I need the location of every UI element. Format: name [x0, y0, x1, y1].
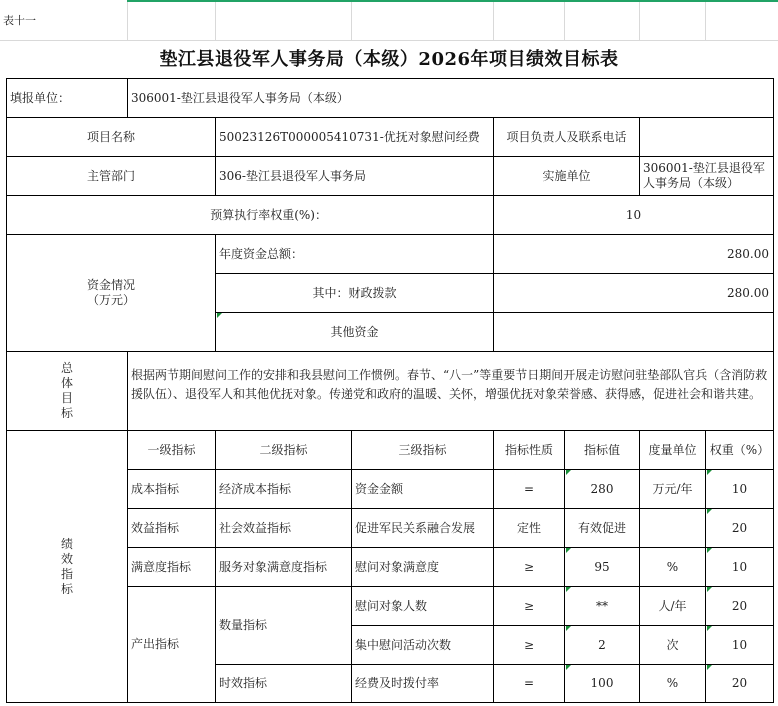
funds-total-label: 年度资金总额：	[215, 234, 494, 274]
cell-marker	[217, 313, 222, 318]
perf-row-value: 280	[564, 469, 640, 509]
funds-total-value: 280.00	[493, 234, 774, 274]
cell-marker	[707, 470, 712, 475]
perf-row-value: 100	[564, 664, 640, 703]
perf-header-l1: 一级指标	[127, 430, 216, 470]
project-contact-value	[639, 117, 774, 157]
goal-label-char: 目	[60, 391, 73, 405]
perf-row-unit: %	[639, 547, 706, 587]
perf-header-nature: 指标性质	[493, 430, 565, 470]
project-contact-label: 项目负责人及联系电话	[493, 117, 640, 157]
perf-row-nature: 定性	[493, 508, 565, 548]
cell-marker	[566, 665, 571, 670]
goal-text: 根据两节期间慰问工作的安排和我县慰问工作惯例。春节、“八一”等重要节日期间开展走访慰问驻垫部队官兵（含消防救援队伍）、退役军人和其他优抚对象。传递党和政府的温暖、关怀，增强优抚对象荣誉感、获得感，促进社会和谐共建。	[127, 351, 774, 431]
funds-label-line1: 资金情况	[86, 278, 135, 292]
perf-row-l3: 资金金额	[351, 469, 494, 509]
perf-row-nature: ≥	[493, 547, 565, 587]
funds-fiscal-value: 280.00	[493, 273, 774, 313]
cell-marker	[707, 626, 712, 631]
perf-label-char: 标	[60, 581, 73, 596]
goal-label-char: 总	[60, 361, 73, 375]
perf-header-l2: 二级指标	[215, 430, 352, 470]
perf-label-char: 效	[60, 551, 73, 566]
perf-row-l1: 成本指标	[127, 469, 216, 509]
perf-row-l3: 集中慰问活动次数	[351, 625, 494, 665]
unit-value: 306001-垫江县退役军人事务局（本级）	[127, 78, 774, 118]
sheet-label: 表十一	[3, 13, 36, 27]
perf-header-value: 指标值	[564, 430, 640, 470]
cell-marker	[566, 626, 571, 631]
budget-weight-label: 预算执行率权重(%)：	[6, 195, 494, 235]
dept-label: 主管部门	[6, 156, 216, 196]
perf-label-char: 绩	[60, 536, 73, 551]
perf-row-l1: 效益指标	[127, 508, 216, 548]
perf-row-nature: ≥	[493, 586, 565, 626]
cell-marker	[566, 470, 571, 475]
perf-row-weight: 10	[705, 547, 774, 587]
perf-row-weight: 10	[705, 625, 774, 665]
unit-label: 填报单位：	[6, 78, 128, 118]
goal-label-char: 标	[60, 406, 73, 420]
impl-value: 306001-垫江县退役军人事务局（本级）	[639, 156, 774, 196]
perf-row-unit	[639, 508, 706, 548]
perf-row-l3: 促进军民关系融合发展	[351, 508, 494, 548]
perf-label	[6, 430, 128, 703]
perf-row-l2: 时效指标	[215, 664, 352, 703]
funds-label	[6, 234, 216, 352]
perf-row-weight: 10	[705, 469, 774, 509]
goal-label-char: 体	[60, 376, 73, 390]
perf-row-unit: 人/年	[639, 586, 706, 626]
funds-other-value	[493, 312, 774, 352]
page-title: 垫江县退役军人事务局（本级）2026年项目绩效目标表	[159, 48, 619, 70]
perf-row-l2: 经济成本指标	[215, 469, 352, 509]
perf-row-value: 有效促进	[564, 508, 640, 548]
perf-row-l2: 数量指标	[215, 586, 352, 665]
perf-row-l2: 社会效益指标	[215, 508, 352, 548]
perf-row-value: 2	[564, 625, 640, 665]
perf-row-l1: 产出指标	[127, 586, 216, 703]
funds-other-label: 其他资金	[215, 312, 494, 352]
cell-marker	[707, 509, 712, 514]
goal-label	[6, 351, 128, 431]
perf-row-nature: ≥	[493, 625, 565, 665]
dept-value: 306-垫江县退役军人事务局	[215, 156, 494, 196]
perf-row-l3: 经费及时拨付率	[351, 664, 494, 703]
perf-header-l3: 三级指标	[351, 430, 494, 470]
project-name-value: 50023126T000005410731-优抚对象慰问经费	[215, 117, 494, 157]
funds-label-line2: （万元）	[86, 293, 135, 307]
perf-row-weight: 20	[705, 586, 774, 626]
perf-row-weight: 20	[705, 508, 774, 548]
budget-weight-value: 10	[493, 195, 774, 235]
perf-row-l1: 满意度指标	[127, 547, 216, 587]
cell-marker	[566, 548, 571, 553]
perf-row-value: **	[564, 586, 640, 626]
perf-header-weight: 权重（%）	[705, 430, 774, 470]
perf-row-weight: 20	[705, 664, 774, 703]
perf-row-unit: %	[639, 664, 706, 703]
perf-row-l3: 慰问对象满意度	[351, 547, 494, 587]
perf-row-unit: 次	[639, 625, 706, 665]
cell-marker	[707, 587, 712, 592]
funds-fiscal-label: 其中：财政拨款	[215, 273, 494, 313]
perf-row-value: 95	[564, 547, 640, 587]
perf-row-nature: =	[493, 664, 565, 703]
project-name-label: 项目名称	[6, 117, 216, 157]
perf-label-char: 指	[60, 566, 73, 581]
cell-marker	[707, 665, 712, 670]
perf-row-l2: 服务对象满意度指标	[215, 547, 352, 587]
perf-row-l3: 慰问对象人数	[351, 586, 494, 626]
perf-header-unit: 度量单位	[639, 430, 706, 470]
perf-row-unit: 万元/年	[639, 469, 706, 509]
impl-label: 实施单位	[493, 156, 640, 196]
perf-row-nature: =	[493, 469, 565, 509]
active-cell-bar	[127, 0, 778, 2]
cell-marker	[707, 548, 712, 553]
cell-marker	[566, 587, 571, 592]
